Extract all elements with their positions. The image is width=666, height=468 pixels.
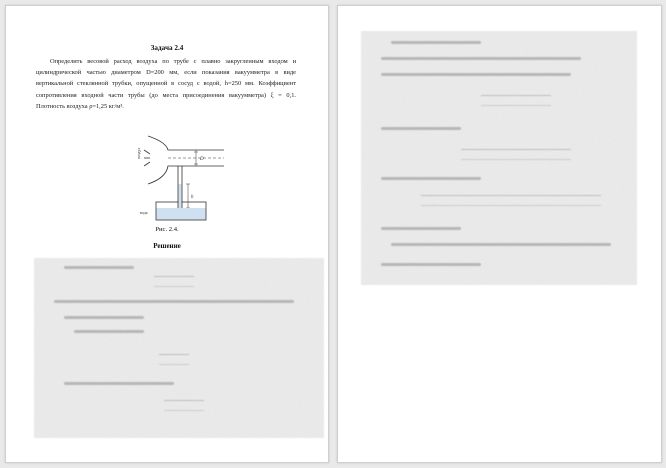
scan-line — [64, 266, 134, 269]
scan-formula — [164, 400, 204, 411]
height-label: h — [191, 195, 194, 200]
solution-heading: Решение — [153, 242, 181, 250]
scan-formula — [461, 149, 571, 160]
water-label: вода — [140, 210, 148, 215]
scan-line — [381, 127, 461, 130]
scan-line — [381, 177, 481, 180]
scan-line — [391, 41, 481, 44]
problem-text: Определить весовой расход воздуха по трубе с плавно закругленным входом и цилиндрической частью диаметром D=200 мм, если показания вакуумметра в виде вертикальной стеклянной трубки, опущенной в сосуд с водой, h=250 мм. Коэффициент сопротивления входной части трубы (до места присоединения вакуумметра) ξ = 0,1. Плотность воздуха ρ=1,25 кг/м³. — [36, 58, 296, 110]
scan-formula — [159, 354, 189, 365]
scan-line — [64, 316, 144, 319]
problem-title: Задача 2.4 — [150, 44, 184, 52]
scan-line — [381, 57, 581, 60]
scan-line — [381, 227, 461, 230]
page-left — [5, 5, 329, 463]
solution-scan-image — [34, 258, 324, 438]
scan-line — [54, 300, 294, 303]
diameter-label: D — [200, 157, 204, 162]
problem-text-block — [36, 56, 296, 112]
scan-line — [381, 73, 571, 76]
scan-formula — [481, 95, 551, 106]
scan-line — [64, 382, 174, 385]
scan-line — [381, 263, 481, 266]
pipe-diagram — [136, 132, 226, 224]
scan-line — [391, 243, 611, 246]
scan-formula — [421, 195, 601, 206]
figure-caption: Рис. 2.4. — [155, 226, 179, 233]
solution-scan-image-continued — [361, 31, 637, 285]
scan-line — [74, 330, 144, 333]
air-label: воздух — [136, 147, 141, 159]
scan-formula — [154, 276, 194, 287]
page-right — [337, 5, 662, 463]
